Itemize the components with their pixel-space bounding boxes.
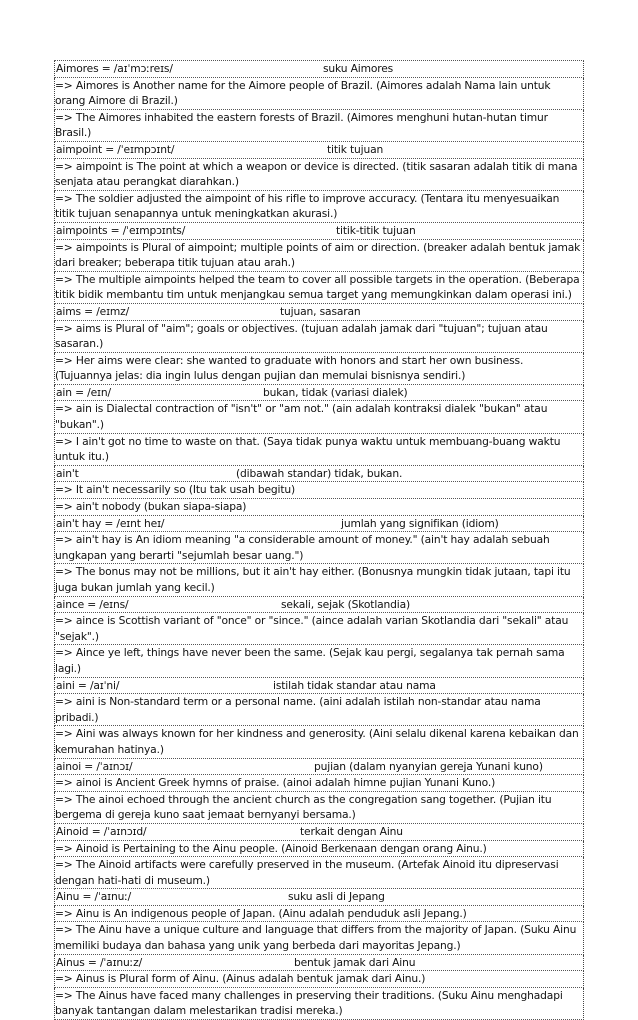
entry-example: => The multiple aimpoints helped the team to cover all possible targets in the operation. (Beberapa titik bidik membantu tim untuk menjangkau semua target yang memungkinkan dalam operasi ini.) bbox=[54, 272, 584, 304]
dictionary-entry bbox=[54, 597, 584, 678]
dictionary-entry bbox=[54, 516, 584, 597]
entry-example: => Aini was always known for her kindness and generosity. (Aini selalu dikenal karena kebaikan dan kemurahan hatinya.) bbox=[54, 726, 584, 758]
entry-headline bbox=[54, 223, 584, 240]
entry-headline bbox=[54, 759, 584, 776]
entry-meaning: (dibawah standar) tidak, bukan. bbox=[236, 466, 403, 480]
entry-headline bbox=[54, 142, 584, 159]
dictionary-entry bbox=[54, 223, 584, 304]
entry-headline bbox=[54, 597, 584, 614]
entry-definition: => ain't hay is An idiom meaning "a considerable amount of money." (ain't hay adalah sebuah ungkapan yang berarti "sejumlah besar uang.") bbox=[54, 532, 584, 564]
entry-headline bbox=[54, 60, 584, 78]
entry-word: aini = /aɪˈni/ bbox=[56, 678, 120, 692]
entry-headline bbox=[54, 889, 584, 906]
entry-definition: => Aimores is Another name for the Aimore people of Brazil. (Aimores adalah Nama lain untuk orang Aimore di Brazil.) bbox=[54, 78, 584, 110]
entry-word: aince = /eɪns/ bbox=[56, 597, 129, 611]
entry-meaning: terkait dengan Ainu bbox=[300, 824, 403, 838]
entry-headline bbox=[54, 516, 584, 533]
entry-example: => The soldier adjusted the aimpoint of his rifle to improve accuracy. (Tentara itu menyesuaikan titik tujuan senapannya untuk meningkatkan akurasi.) bbox=[54, 191, 584, 223]
dictionary-entry bbox=[54, 385, 584, 466]
entry-headline bbox=[54, 466, 584, 483]
entry-definition: => Ainu is An indigenous people of Japan. (Ainu adalah penduduk asli Jepang.) bbox=[54, 906, 584, 923]
entry-word: aims = /eɪmz/ bbox=[56, 304, 130, 318]
entry-example: => Aince ye left, things have never been the same. (Sejak kau pergi, segalanya tak pernah sama lagi.) bbox=[54, 645, 584, 677]
entry-meaning: tujuan, sasaran bbox=[280, 304, 361, 318]
entry-example: => Her aims were clear: she wanted to graduate with honors and start her own business. (Tujuannya jelas: dia ingin lulus dengan pujian dan memulai bisnisnya sendiri.) bbox=[54, 353, 584, 385]
entry-meaning: bukan, tidak (variasi dialek) bbox=[263, 385, 408, 399]
entry-meaning: pujian (dalam nyanyian gereja Yunani kuno) bbox=[314, 759, 543, 773]
entry-definition: => aimpoints is Plural of aimpoint; multiple points of aim or direction. (breaker adalah bentuk jamak dari breaker; beberapa titik tujuan atau arah.) bbox=[54, 240, 584, 272]
entry-headline bbox=[54, 304, 584, 321]
entry-definition: => aini is Non-standard term or a personal name. (aini adalah istilah non-standar atau nama pribadi.) bbox=[54, 694, 584, 726]
dictionary-entry bbox=[54, 759, 584, 824]
dictionary-entry bbox=[54, 304, 584, 385]
entry-word: ain't bbox=[56, 466, 79, 480]
entry-meaning: titik tujuan bbox=[327, 142, 384, 156]
entry-example: => The bonus may not be millions, but it ain't hay either. (Bonusnya mungkin tidak jutaan, tapi itu juga bukan jumlah yang kecil.) bbox=[54, 564, 584, 596]
dictionary-entry bbox=[54, 60, 584, 142]
dictionary-entry bbox=[54, 889, 584, 954]
dictionary-entry bbox=[54, 466, 584, 516]
dictionary-entry bbox=[54, 824, 584, 889]
entry-definition: => Ainoid is Pertaining to the Ainu people. (Ainoid Berkenaan dengan orang Ainu.) bbox=[54, 841, 584, 858]
entry-meaning: sekali, sejak (Skotlandia) bbox=[281, 597, 411, 611]
entry-word: aimpoints = /ˈeɪmpɔɪnts/ bbox=[56, 223, 186, 237]
entry-example: => I ain't got no time to waste on that. (Saya tidak punya waktu untuk membuang-buang waktu untuk itu.) bbox=[54, 434, 584, 466]
entry-definition: => aimpoint is The point at which a weapon or device is directed. (titik sasaran adalah titik di mana senjata atau perangkat diarahkan.) bbox=[54, 159, 584, 191]
entry-example: => The Ainoid artifacts were carefully preserved in the museum. (Artefak Ainoid itu dipreservasi dengan hati-hati di museum.) bbox=[54, 857, 584, 889]
entry-word: Ainoid = /ˈaɪnɔɪd/ bbox=[56, 824, 147, 838]
dictionary-entry bbox=[54, 678, 584, 759]
entry-meaning: suku Aimores bbox=[323, 62, 394, 75]
entry-example: => ain't nobody (bukan siapa-siapa) bbox=[54, 499, 584, 516]
dictionary-entry bbox=[54, 955, 584, 1020]
entry-meaning: titik-titik tujuan bbox=[336, 223, 416, 237]
entry-meaning: suku asli di Jepang bbox=[288, 890, 385, 904]
entry-meaning: bentuk jamak dari Ainu bbox=[294, 955, 416, 969]
entry-example: => The ainoi echoed through the ancient church as the congregation sang together. (Pujian itu bergema di gereja kuno saat jemaat bernyanyi bersama.) bbox=[54, 792, 584, 824]
entry-word: Ainu = /ˈaɪnuː/ bbox=[56, 890, 132, 904]
entry-definition: => It ain't necessarily so (Itu tak usah begitu) bbox=[54, 482, 584, 499]
entry-headline bbox=[54, 824, 584, 841]
entry-headline bbox=[54, 955, 584, 972]
entry-definition: => aince is Scottish variant of "once" or "since." (aince adalah varian Skotlandia dari "sekali" atau "sejak".) bbox=[54, 613, 584, 645]
dictionary-entry bbox=[54, 142, 584, 223]
entry-meaning: jumlah yang signifikan (idiom) bbox=[341, 516, 499, 530]
entry-word: Ainus = /ˈaɪnuːz/ bbox=[56, 955, 143, 969]
entry-word: Aimores = /aɪˈmɔːreɪs/ bbox=[56, 62, 173, 75]
entry-example: => The Aimores inhabited the eastern forests of Brazil. (Aimores menghuni hutan-hutan timur Brasil.) bbox=[54, 110, 584, 142]
entry-example: => The Ainu have a unique culture and language that differs from the majority of Japan. (Suku Ainu memiliki budaya dan bahasa yang unik yang berbeda dari mayoritas Jepang.) bbox=[54, 922, 584, 954]
entry-word: ainoi = /ˈaɪnɔɪ/ bbox=[56, 759, 133, 773]
entry-headline bbox=[54, 385, 584, 402]
entry-definition: => Ainus is Plural form of Ainu. (Ainus adalah bentuk jamak dari Ainu.) bbox=[54, 971, 584, 988]
entry-word: aimpoint = /ˈeɪmpɔɪnt/ bbox=[56, 142, 175, 156]
entry-example: => The Ainus have faced many challenges in preserving their traditions. (Suku Ainu menghadapi banyak tantangan dalam melestarikan tradisi mereka.) bbox=[54, 988, 584, 1020]
dictionary-page bbox=[54, 60, 584, 1020]
entry-definition: => ain is Dialectal contraction of "isn't" or "am not." (ain adalah kontraksi dialek "bukan" atau "bukan".) bbox=[54, 401, 584, 433]
entry-definition: => aims is Plural of "aim"; goals or objectives. (tujuan adalah jamak dari "tujuan"; tujuan atau sasaran.) bbox=[54, 321, 584, 353]
entry-word: ain't hay = /eɪnt heɪ/ bbox=[56, 516, 165, 530]
entry-meaning: istilah tidak standar atau nama bbox=[273, 678, 436, 692]
entry-word: ain = /eɪn/ bbox=[56, 385, 111, 399]
entry-headline bbox=[54, 678, 584, 695]
entry-definition: => ainoi is Ancient Greek hymns of praise. (ainoi adalah himne pujian Yunani Kuno.) bbox=[54, 775, 584, 792]
